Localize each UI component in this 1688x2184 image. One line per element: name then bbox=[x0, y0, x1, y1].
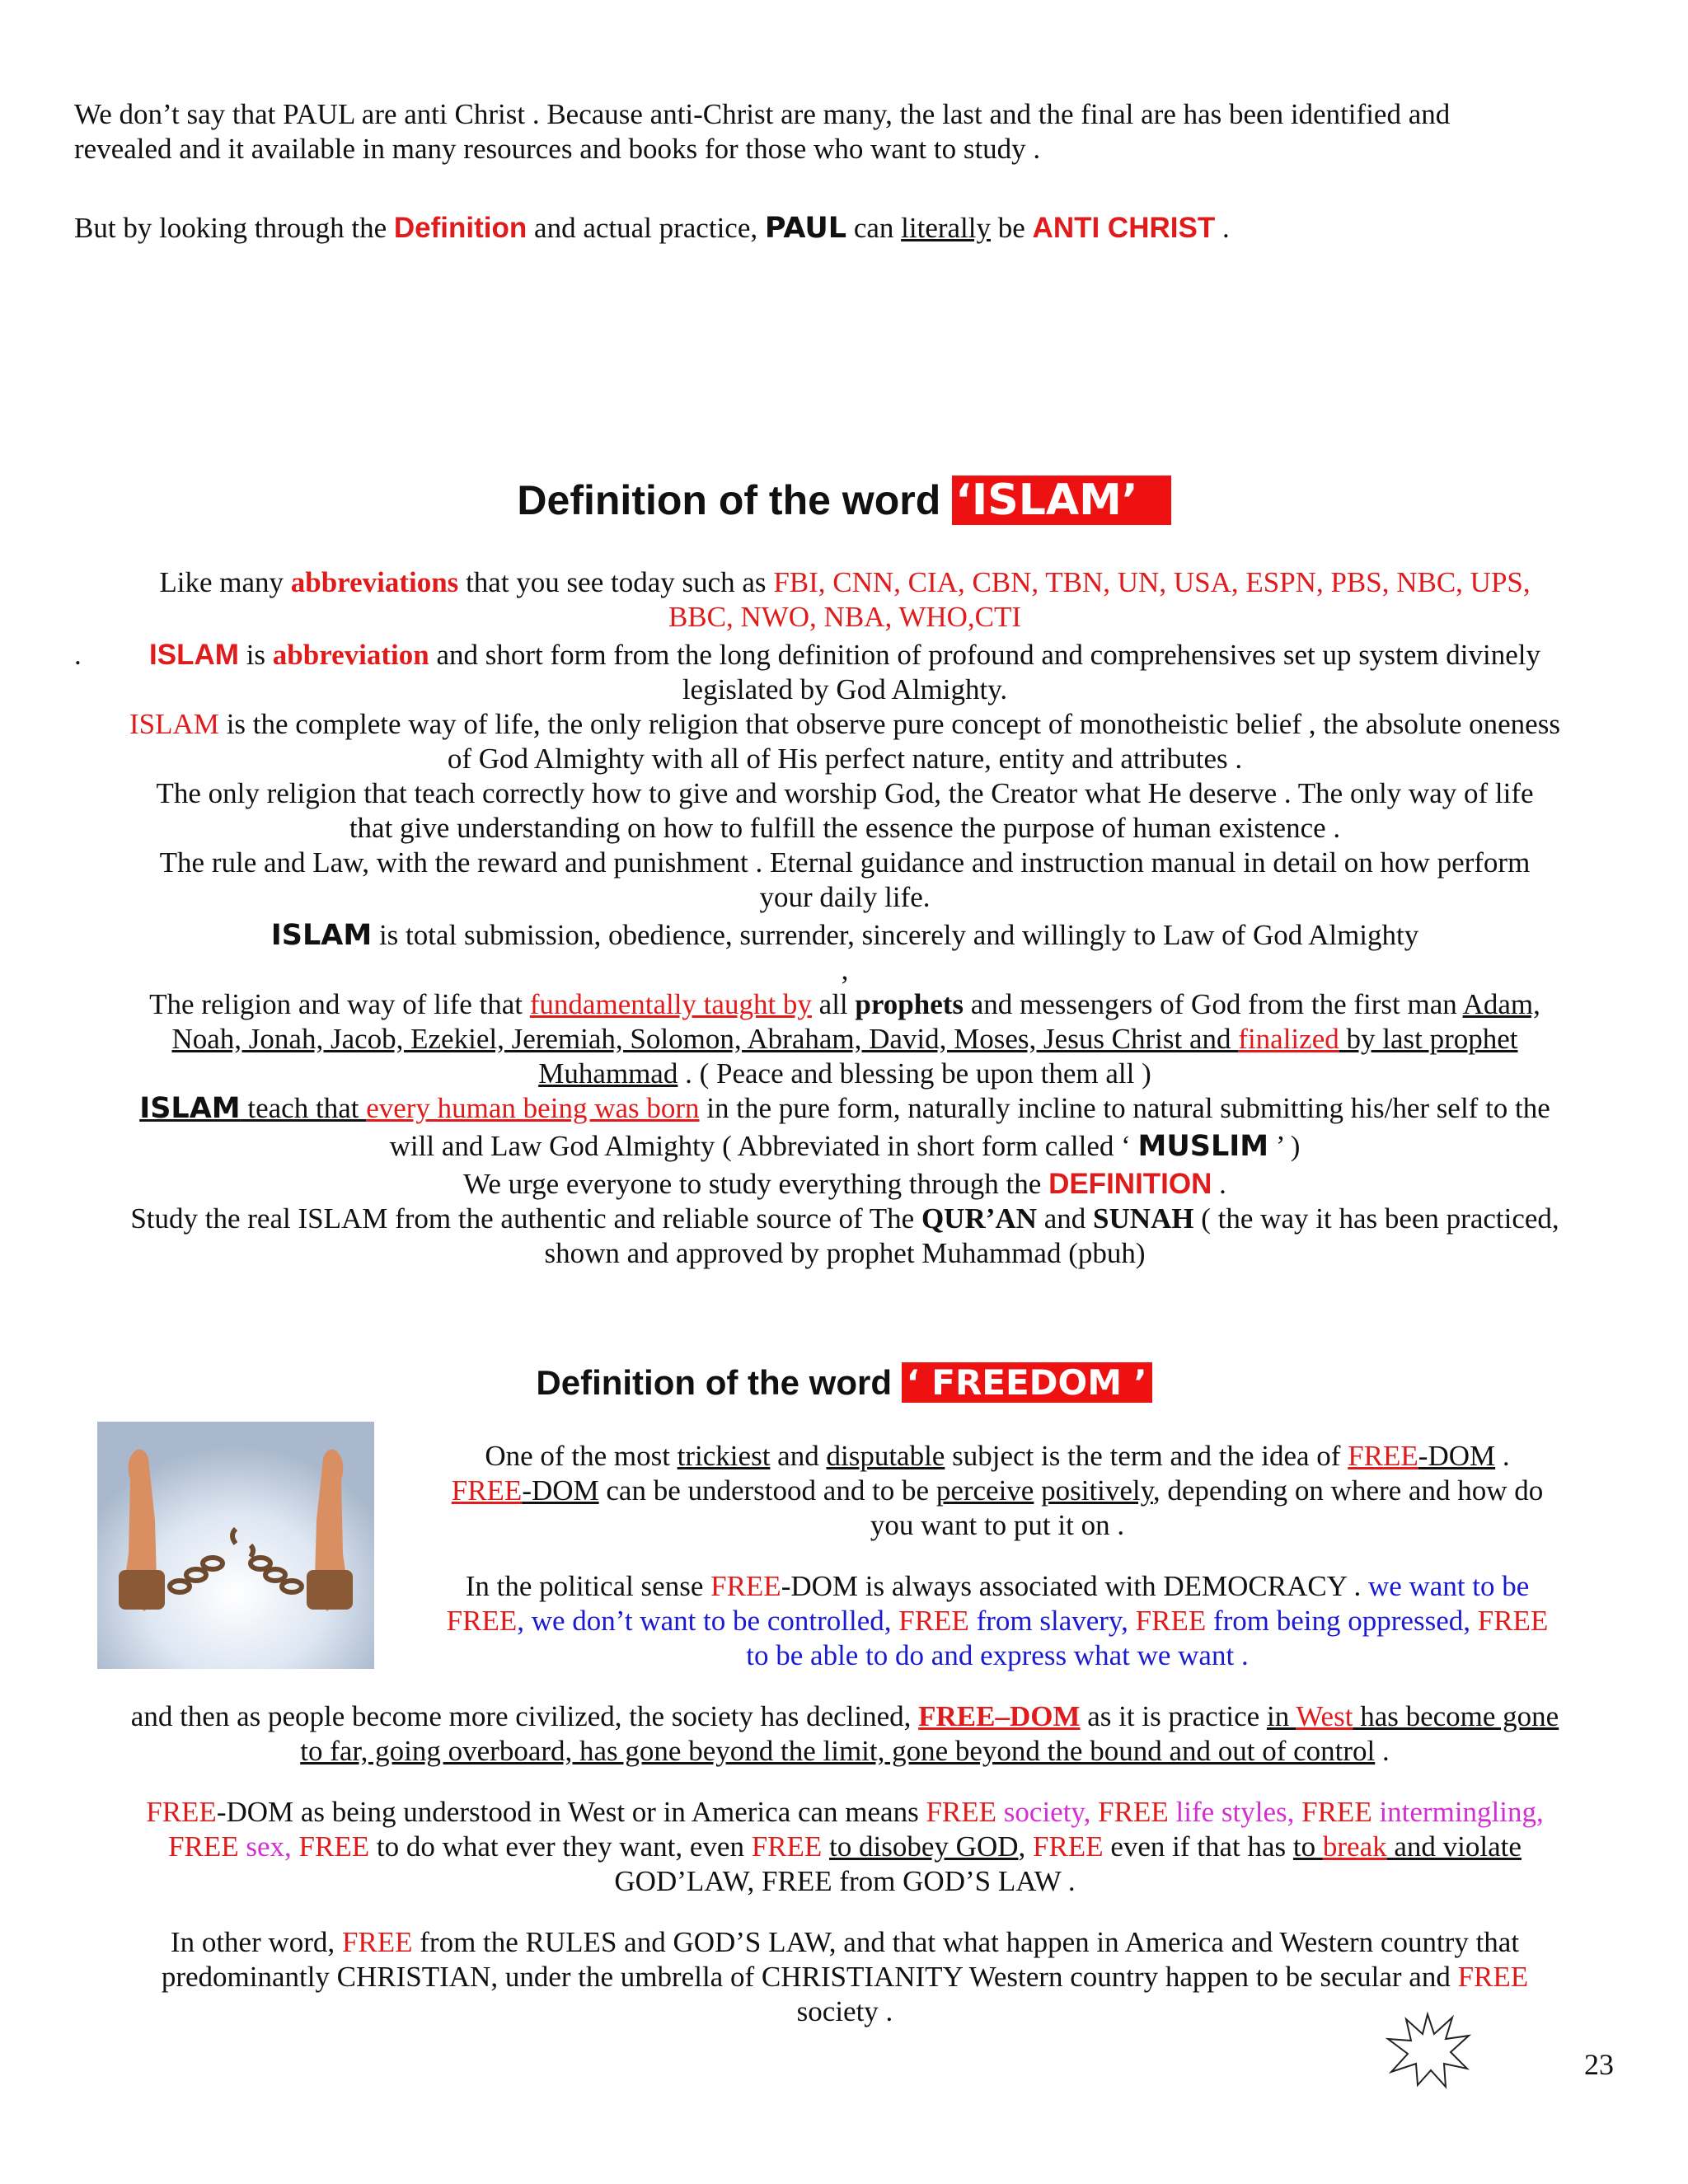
freedom-heading: Definition of the word ‘ FREEDOM ’ bbox=[0, 1360, 1688, 1406]
page-number: 23 bbox=[1584, 2048, 1614, 2081]
islam-paragraph-8: ISLAM teach that every human being was born in the pure form, naturally incline to natural submitting his/her self to the will and Law God Almighty ( Abbreviated in short form called ‘ MUSLIM ’ ) bbox=[139, 1092, 1550, 1163]
freedom-paragraph-2: In the political sense FREE-DOM is always associated with DEMOCRACY . we want to be FREE, we don’t want to be controlled, FREE from slavery, FREE from being oppressed, FREE to be able to do and express what we want . bbox=[446, 1570, 1549, 1671]
freedom-paragraph-4: FREE-DOM as being understood in West or in America can means FREE society, FREE life styles, FREE intermingling, FREE sex, FREE to do what ever they want, even FREE to disobey GOD, FREE even if that has to break and violate GOD’LAW, FREE from GOD’S LAW . bbox=[146, 1796, 1544, 1897]
broken-chains-image bbox=[97, 1422, 374, 1669]
definition-highlight: Definition bbox=[393, 212, 528, 244]
islam-heading: Definition of the word ‘ISLAM’ bbox=[0, 473, 1688, 527]
islam-heading-word: ‘ISLAM’ bbox=[952, 476, 1170, 525]
islam-paragraph-7: The religion and way of life that fundamentally taught by all prophets and messengers of God from the first man Adam, Noah, Jonah, Jacob, Ezekiel, Jeremiah, Solomon, Abraham, David, Moses, Jesus Christ and finalized by last prophet Muhammad . ( Peace and blessing be upon them all ) bbox=[149, 988, 1540, 1090]
paul-highlight: PAUL bbox=[764, 212, 847, 245]
islam-paragraph-9: We urge everyone to study everything through the DEFINITION . bbox=[463, 1168, 1226, 1200]
islam-paragraph-10: Study the real ISLAM from the authentic and reliable source of The QUR’AN and SUNAH ( the way it has been practiced, shown and approved by prophet Muhammad (pbuh) bbox=[130, 1202, 1559, 1269]
freedom-paragraph-3: and then as people become more civilized, the society has declined, FREE–DOM as it is practice in West has become gone to far, going overboard, has gone beyond the limit, gone beyond the bound and out of control . bbox=[130, 1700, 1559, 1767]
freedom-heading-word: ‘ FREEDOM ’ bbox=[902, 1362, 1152, 1403]
islam-paragraph-2: . ISLAM is abbreviation and short form from the long definition of profound and comprehensives set up system divinely legislated by God Almighty. bbox=[74, 639, 1540, 705]
freedom-paragraph-5: In other word, FREE from the RULES and GOD’S LAW, and that what happen in America and Western country that predominantly CHRISTIAN, under the umbrella of CHRISTIANITY Western country happen to be secular and FREE society . bbox=[161, 1926, 1529, 2027]
starburst-icon bbox=[1385, 2011, 1471, 2089]
islam-paragraph-4: The only religion that teach correctly how to give and worship God, the Creator what He deserve . The only way of life that give understanding on how to fulfill the essence the purpose of human existence . bbox=[156, 777, 1534, 844]
intro-paragraph-1: We don’t say that PAUL are anti Christ . Because anti-Christ are many, the last and the final are has been identified and revealed and it available in many resources and books for those who want to study . bbox=[74, 98, 1451, 165]
islam-paragraph-6: ISLAM is total submission, obedience, surrender, sincerely and willingly to Law of God Almighty , bbox=[270, 919, 1419, 986]
freedom-paragraph-1: One of the most trickiest and disputable subject is the term and the idea of FREE-DOM . FREE-DOM can be understood and to be perceive positively, depending on where and how do you want to put it on . bbox=[451, 1440, 1544, 1541]
intro-paragraph-2: But by looking through the Definition and actual practice, PAUL can literally be ANTI CHRIST . bbox=[74, 212, 1230, 245]
islam-paragraph-1: Like many abbreviations that you see today such as FBI, CNN, CIA, CBN, TBN, UN, USA, ESPN, PBS, NBC, UPS, BBC, NWO, NBA, WHO,CTI bbox=[159, 566, 1531, 633]
islam-body bbox=[74, 565, 1615, 1271]
anti-christ-highlight: ANTI CHRIST bbox=[1032, 212, 1216, 244]
islam-paragraph-3: ISLAM is the complete way of life, the only religion that observe pure concept of monotheistic belief , the absolute oneness of God Almighty with all of His perfect nature, entity and attributes . bbox=[129, 708, 1560, 775]
islam-paragraph-5: The rule and Law, with the reward and punishment . Eternal guidance and instruction manual in detail on how perform your daily life. bbox=[159, 846, 1531, 913]
